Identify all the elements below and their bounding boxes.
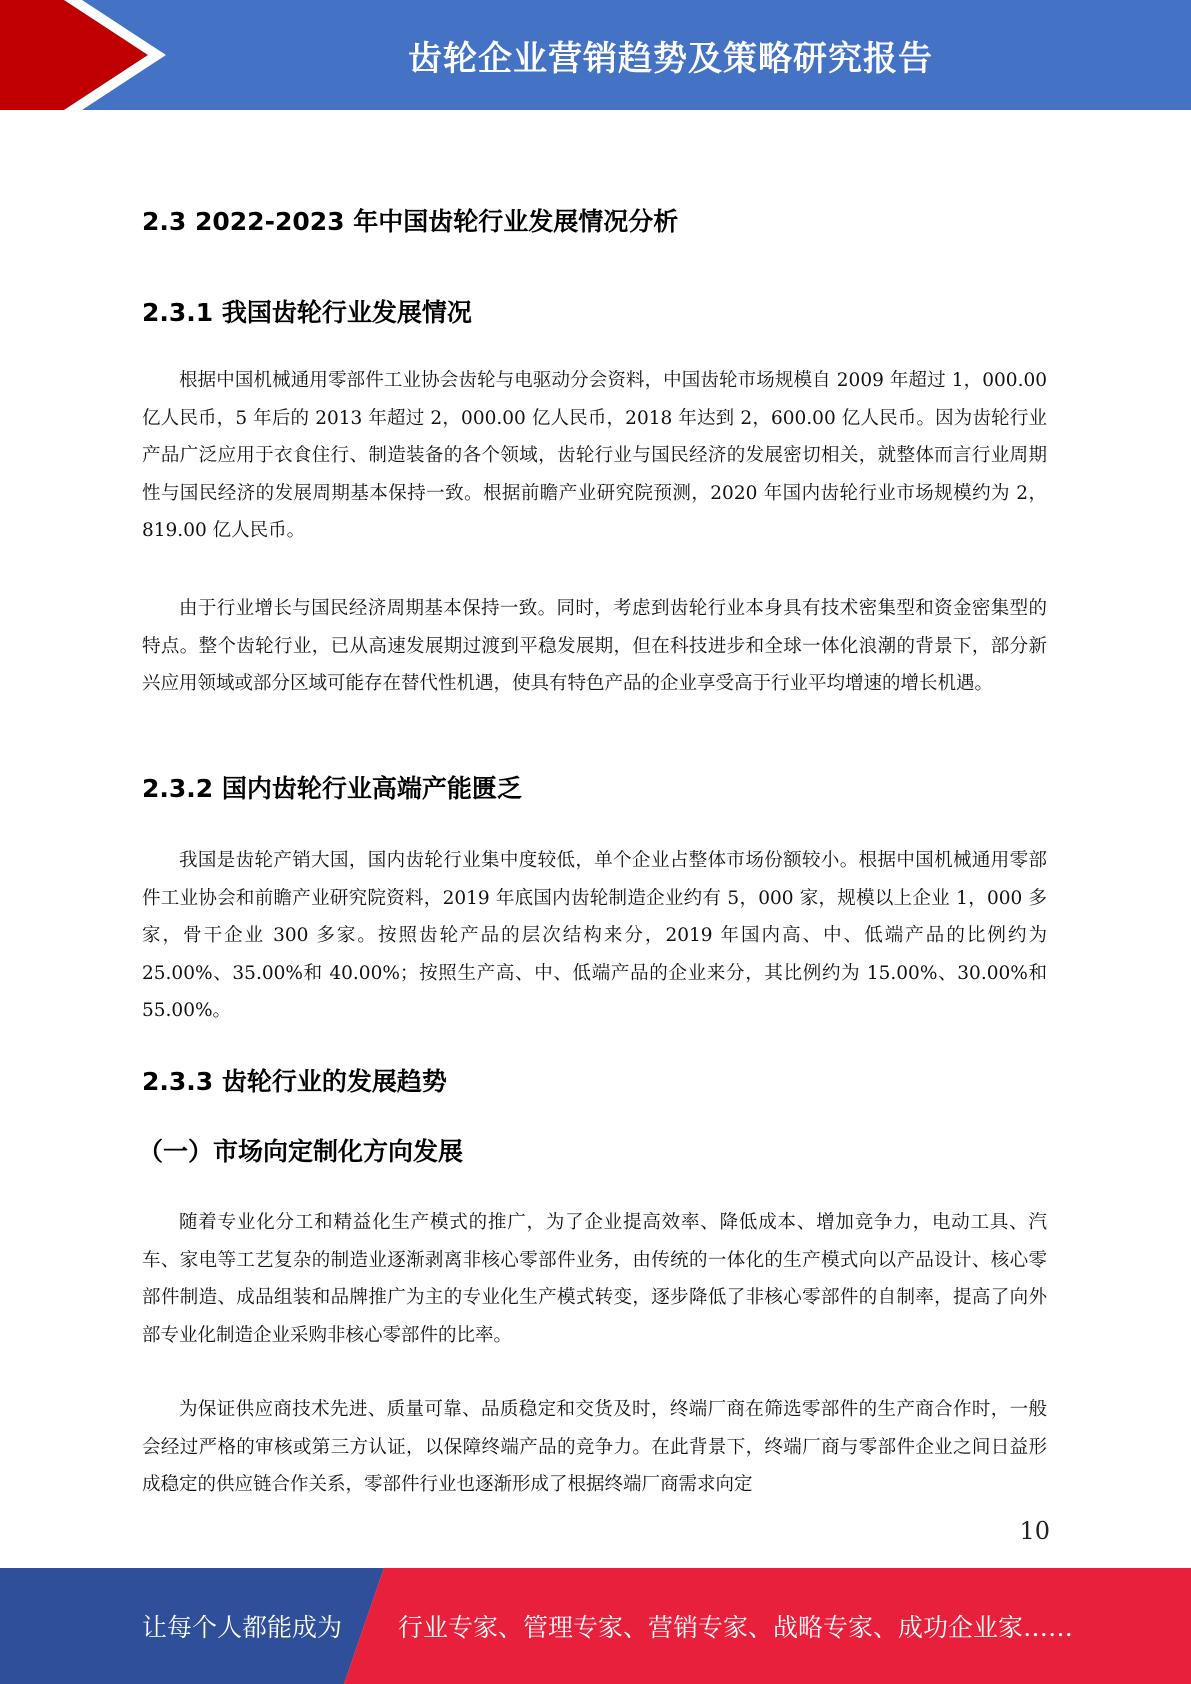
- paragraph-2-3-1-a: 根据中国机械通用零部件工业协会齿轮与电驱动分会资料，中国齿轮市场规模自 2009 年超过 1，000.00 亿人民币，5 年后的 2013 年超过 2，000.00 亿人民币，2018 年达到 2，600.00 亿人民币。因为齿轮行业产品广泛应用于衣食住行、制造装备的各个领域，齿轮行业与国民经济的发展密切相关，就整体而言行业周期性与国民经济的发展周期基本保持一致。根据前瞻产业研究院预测，2020 年国内齿轮行业市场规模约为 2，819.00 亿人民币。: [142, 370, 1047, 541]
- report-title: 齿轮企业营销趋势及策略研究报告: [408, 38, 933, 79]
- paragraph-2-3-3-a: 随着专业化分工和精益化生产模式的推广，为了企业提高效率、降低成本、增加竞争力，电动工具、汽车、家电等工艺复杂的制造业逐渐剥离非核心零部件业务，由传统的一体化的生产模式向以产品设计、核心零部件制造、成品组装和品牌推广为主的专业化生产模式转变，逐步降低了非核心零部件的自制率，提高了向外部专业化制造企业采购非核心零部件的比率。: [142, 1212, 1047, 1346]
- paragraph-2-3-3-b: 为保证供应商技术先进、质量可靠、品质稳定和交货及时，终端厂商在筛选零部件的生产商合作时，一般会经过严格的审核或第三方认证，以保障终端产品的竞争力。在此背景下，终端厂商与零部件企业之间日益形成稳定的供应链合作关系，零部件行业也逐渐形成了根据终端厂商需求向定: [142, 1399, 1047, 1495]
- section-heading-2-3-2: 2.3.2 国内齿轮行业高端产能匮乏: [142, 774, 522, 803]
- paragraph-2-3-1-b: 由于行业增长与国民经济周期基本保持一致。同时，考虑到齿轮行业本身具有技术密集型和资金密集型的特点。整个齿轮行业，已从高速发展期过渡到平稳发展期，但在科技进步和全球一体化浪潮的背景下，部分新兴应用领域或部分区域可能存在替代性机遇，使具有特色产品的企业享受高于行业平均增速的增长机遇。: [142, 598, 1047, 694]
- footer-slogan-left: 让每个人都能成为: [142, 1613, 343, 1642]
- footer-slogan-right: 行业专家、管理专家、营销专家、战略专家、成功企业家……: [398, 1613, 1074, 1642]
- page-footer: [0, 1568, 1191, 1684]
- paragraph-2-3-2: 我国是齿轮产销大国，国内齿轮行业集中度较低，单个企业占整体市场份额较小。根据中国机械通用零部件工业协会和前瞻产业研究院资料，2019 年底国内齿轮制造企业约有 5，000 家，规模以上企业 1，000 多家，骨干企业 300 多家。按照齿轮产品的层次结构来分，2019 年国内高、中、低端产品的比例约为 25.00%、35.00%和 40.00%；按照生产高、中、低端产品的企业来分，其比例约为 15.00%、30.00%和 55.00%。: [142, 850, 1047, 1021]
- subsection-heading-1: （一）市场向定制化方向发展: [138, 1137, 464, 1166]
- section-heading-2-3-1: 2.3.1 我国齿轮行业发展情况: [142, 298, 472, 327]
- page-header: [0, 0, 1191, 110]
- page-number: 10: [1019, 1517, 1050, 1545]
- section-heading-2-3-3: 2.3.3 齿轮行业的发展趋势: [142, 1067, 447, 1096]
- section-heading-2-3: 2.3 2022-2023 年中国齿轮行业发展情况分析: [142, 207, 679, 236]
